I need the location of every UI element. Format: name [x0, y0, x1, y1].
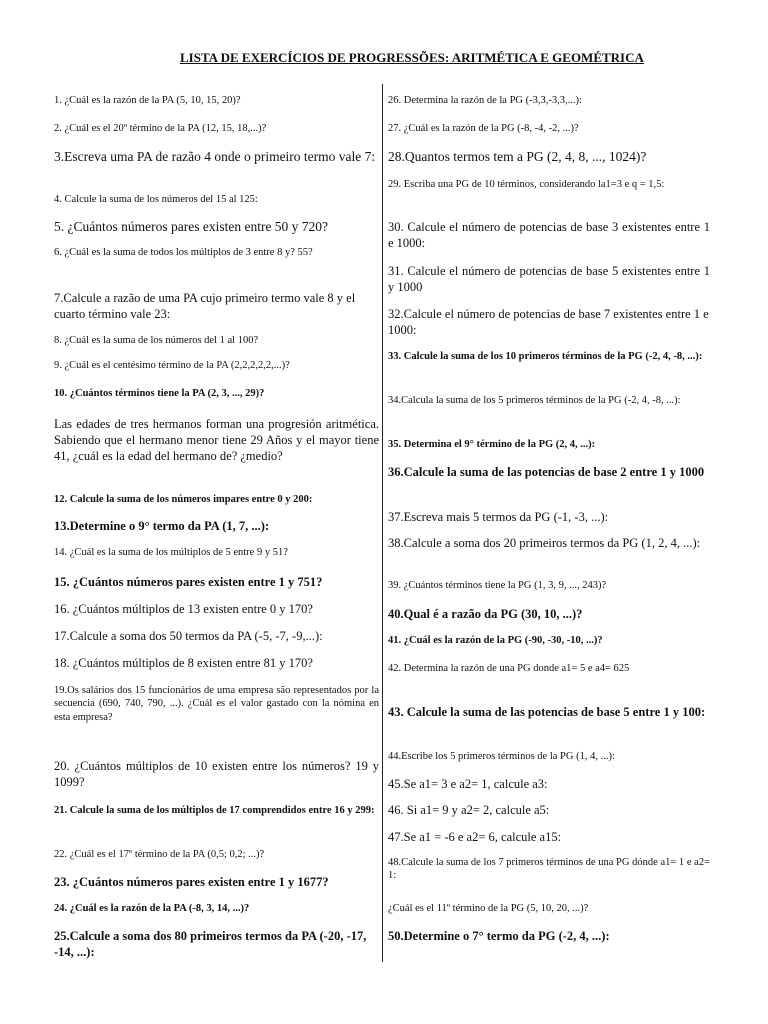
question-39: 39. ¿Cuántos términos tiene la PG (1, 3, 9, ..., 243)?	[388, 580, 607, 591]
question-23: 23. ¿Cuántos números pares existen entre 1 y 1677?	[54, 875, 329, 889]
question-24: 24. ¿Cuál es la razón de la PA (-8, 3, 14, ...)?	[54, 903, 250, 914]
question-42: 42. Determina la razón de una PG donde a1= 5 e a4= 625	[388, 663, 630, 674]
question-21: 21. Calcule la suma de los múltiplos de 17 comprendidos entre 16 y 299:	[54, 805, 375, 816]
question-6: 6. ¿Cuál es la suma de todos los múltiplos de 3 entre 8 y? 55?	[54, 247, 313, 258]
question-17: 17.Calcule a soma dos 50 termos da PA (-5, -7, -9,...):	[54, 629, 323, 643]
question-33: 33. Calcule la suma de los 10 primeros términos de la PG (-2, 4, -8, ...):	[388, 351, 703, 362]
question-12: 12. Calcule la suma de los números impares entre 0 y 200:	[54, 494, 313, 505]
question-8: 8. ¿Cuál es la suma de los números del 1 al 100?	[54, 335, 259, 346]
question-34: 34.Calcula la suma de los 5 primeros términos de la PG (-2, 4, -8, ...):	[388, 395, 681, 406]
question-25: 25.Calcule a soma dos 80 primeiros termos da PA (-20, -17, -14, ...):	[54, 929, 367, 959]
question-2: 2. ¿Cuál es el 20º término de la PA (12, 15, 18,...)?	[54, 123, 267, 134]
document-title: LISTA DE EXERCÍCIOS DE PROGRESSÕES: ARITMÉTICA E GEOMÉTRICA	[180, 50, 644, 65]
question-49: ¿Cuál es el 11º término de la PG (5, 10, 20, ...)?	[388, 903, 589, 914]
question-4: 4. Calcule la suma de los números del 15 al 125:	[54, 194, 258, 205]
question-14: 14. ¿Cuál es la suma de los múltiplos de 5 entre 9 y 51?	[54, 547, 288, 558]
question-18: 18. ¿Cuántos múltiplos de 8 existen entre 81 y 170?	[54, 656, 313, 670]
question-41: 41. ¿Cuál es la razón de la PG (-90, -30, -10, ...)?	[388, 635, 603, 646]
question-26: 26. Determina la razón de la PG (-3,3,-3,3,...):	[388, 95, 582, 106]
question-28: 28.Quantos termos tem a PG (2, 4, 8, ..., 1024)?	[388, 149, 647, 164]
question-10: 10. ¿Cuántos términos tiene la PA (2, 3, ..., 29)?	[54, 388, 265, 399]
question-38: 38.Calcule a soma dos 20 primeiros termos da PG (1, 2, 4, ...):	[388, 536, 701, 550]
question-3: 3.Escreva uma PA de razão 4 onde o primeiro termo vale 7:	[54, 149, 376, 164]
question-36: 36.Calcule la suma de las potencias de base 2 entre 1 y 1000	[388, 465, 705, 479]
question-48: 48.Calcule la suma de los 7 primeros términos de una PG dónde a1= 1 e a2= 1:	[388, 857, 710, 882]
question-37: 37.Escreva mais 5 termos da PG (-1, -3, ...):	[388, 510, 609, 524]
question-20: 20. ¿Cuántos múltiplos de 10 existen entre los números? 19 y 1099?	[54, 759, 379, 789]
question-30: 30. Calcule el número de potencias de base 3 existentes entre 1 e 1000:	[388, 220, 710, 250]
question-47: 47.Se a1 = -6 e a2= 6, calcule a15:	[388, 830, 562, 844]
question-43: 43. Calcule la suma de las potencias de base 5 entre 1 y 100:	[388, 705, 706, 719]
question-50: 50.Determine o 7° termo da PG (-2, 4, ...):	[388, 929, 610, 943]
question-19: 19.Os salários dos 15 funcionários de uma empresa são representados por la secuencia (690, 740, 790, ...). ¿Cuál es el valor gastado con la nómina en esta empresa?	[54, 685, 379, 723]
question-27: 27. ¿Cuál es la razón de la PG (-8, -4, -2, ...)?	[388, 123, 579, 134]
question-15: 15. ¿Cuántos números pares existen entre 1 y 751?	[54, 575, 323, 589]
question-44: 44.Escribe los 5 primeros términos de la PG (1, 4, ...):	[388, 751, 615, 762]
question-31: 31. Calcule el número de potencias de base 5 existentes entre 1 y 1000	[388, 264, 710, 294]
question-1: 1. ¿Cuál es la razón de la PA (5, 10, 15, 20)?	[54, 95, 241, 106]
question-5: 5. ¿Cuántos números pares existen entre 50 y 720?	[54, 219, 329, 234]
question-9: 9. ¿Cuál es el centésimo término de la PA (2,2,2,2,2,...)?	[54, 360, 290, 371]
question-32: 32.Calcule el número de potencias de base 7 existentes entre 1 e 1000:	[388, 307, 709, 337]
question-16: 16. ¿Cuántos múltiplos de 13 existen entre 0 y 170?	[54, 602, 313, 616]
question-7: 7.Calcule a razão de uma PA cujo primeiro termo vale 8 y el cuarto término vale 23:	[54, 291, 356, 321]
question-45: 45.Se a1= 3 e a2= 1, calcule a3:	[388, 777, 548, 791]
column-divider	[382, 84, 383, 962]
question-35: 35. Determina el 9° término de la PG (2, 4, ...):	[388, 439, 596, 450]
question-11: Las edades de tres hermanos forman una progresión aritmética. Sabiendo que el hermano menor tiene 29 Años y el mayor tiene 41, ¿cuál es la edad del hermano de? ¿medio?	[54, 417, 379, 463]
question-29: 29. Escriba una PG de 10 términos, considerando la1=3 e q = 1,5:	[388, 179, 665, 190]
question-46: 46. Si a1= 9 y a2= 2, calcule a5:	[388, 803, 550, 817]
question-40: 40.Qual é a razão da PG (30, 10, ...)?	[388, 607, 583, 621]
question-13: 13.Determine o 9° termo da PA (1, 7, ...):	[54, 519, 270, 533]
question-22: 22. ¿Cuál es el 17º término de la PA (0,5; 0,2; ...)?	[54, 849, 265, 860]
